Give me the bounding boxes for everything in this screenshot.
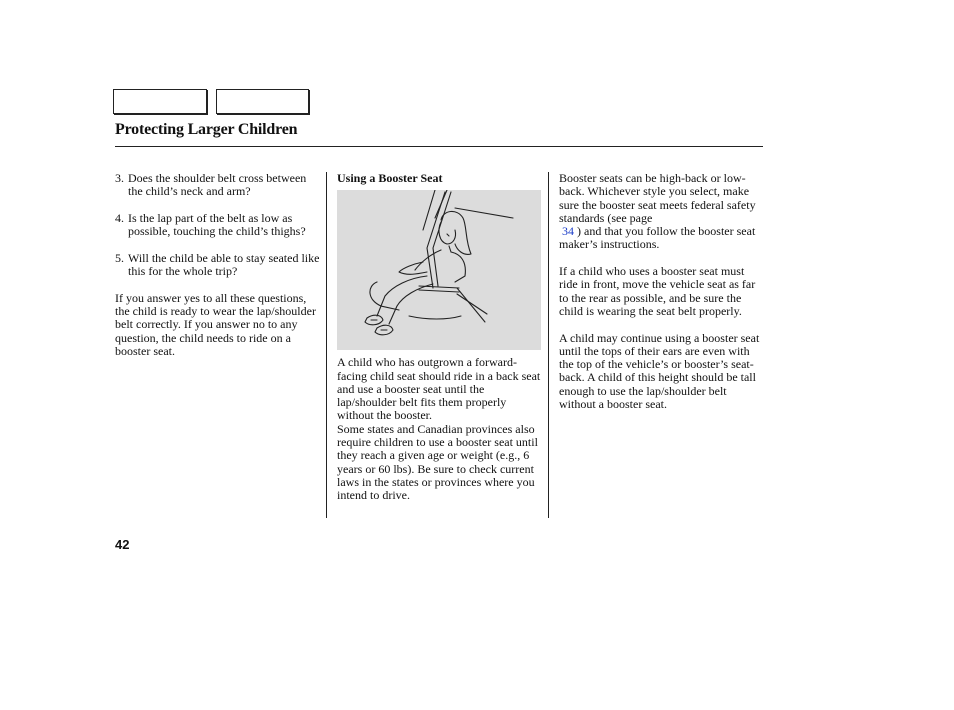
- question-text: Will the child be able to stay seated like this for the whole trip?: [128, 250, 320, 279]
- column-booster-info: [559, 172, 765, 411]
- question-number: 3.: [115, 171, 124, 185]
- front-seat-paragraph: If a child who uses a booster seat must ride in front, move the vehicle seat as far to the rear as possible, and be sure the child is wearing the seat belt properly.: [559, 264, 756, 318]
- page-number: 42: [115, 537, 130, 552]
- column-booster-seat: [337, 172, 543, 503]
- column-questions: [115, 172, 320, 358]
- paragraph-text: Booster seats can be high-back or low-back. Whichever style you select, make sure the booster seat meets federal safety standards (see page: [559, 171, 756, 225]
- conclusion-paragraph: If you answer yes to all these questions, the child is ready to wear the lap/shoulder belt correctly. If you answer no to any question, the child needs to ride on a booster seat.: [115, 290, 316, 358]
- question-text: Does the shoulder belt cross between the child’s neck and arm?: [128, 171, 307, 199]
- question-item: [115, 172, 320, 199]
- booster-paragraph-2: Some states and Canadian provinces also require children to use a booster seat until they reach a given age or weight (e.g., 6 years or 60 lbs). Be sure to check current laws in the states or provinces where you intend to drive.: [337, 421, 538, 503]
- nav-button-previous[interactable]: [113, 89, 207, 114]
- nav-button-next[interactable]: [216, 89, 309, 114]
- booster-paragraph-1: A child who has outgrown a forward-facing child seat should ride in a back seat and use a booster seat until the lap/shoulder belt fits them properly without the booster.: [337, 355, 541, 423]
- page-reference-link[interactable]: 34: [562, 224, 574, 239]
- booster-types-paragraph: [559, 172, 765, 252]
- question-item: [115, 252, 320, 279]
- title-rule: [115, 146, 763, 147]
- paragraph-text: ) and that you follow the booster seat maker’s instructions.: [559, 224, 756, 252]
- question-text: Is the lap part of the belt as low as possible, touching the child’s thighs?: [128, 210, 306, 239]
- continue-use-paragraph: A child may continue using a booster seat until the tops of their ears are even with the top of the vehicle’s or booster’s seat-back. A child of this height should be tall enough to use the lap/shoulder belt without a booster seat.: [559, 330, 760, 412]
- page-title: Protecting Larger Children: [115, 121, 298, 138]
- question-number: 5.: [115, 250, 124, 265]
- question-item: [115, 212, 320, 239]
- question-number: 4.: [115, 210, 124, 225]
- column-divider: [548, 172, 549, 518]
- child-booster-seat-illustration: [337, 190, 541, 350]
- column-divider: [326, 172, 327, 518]
- section-heading: Using a Booster Seat: [337, 171, 443, 185]
